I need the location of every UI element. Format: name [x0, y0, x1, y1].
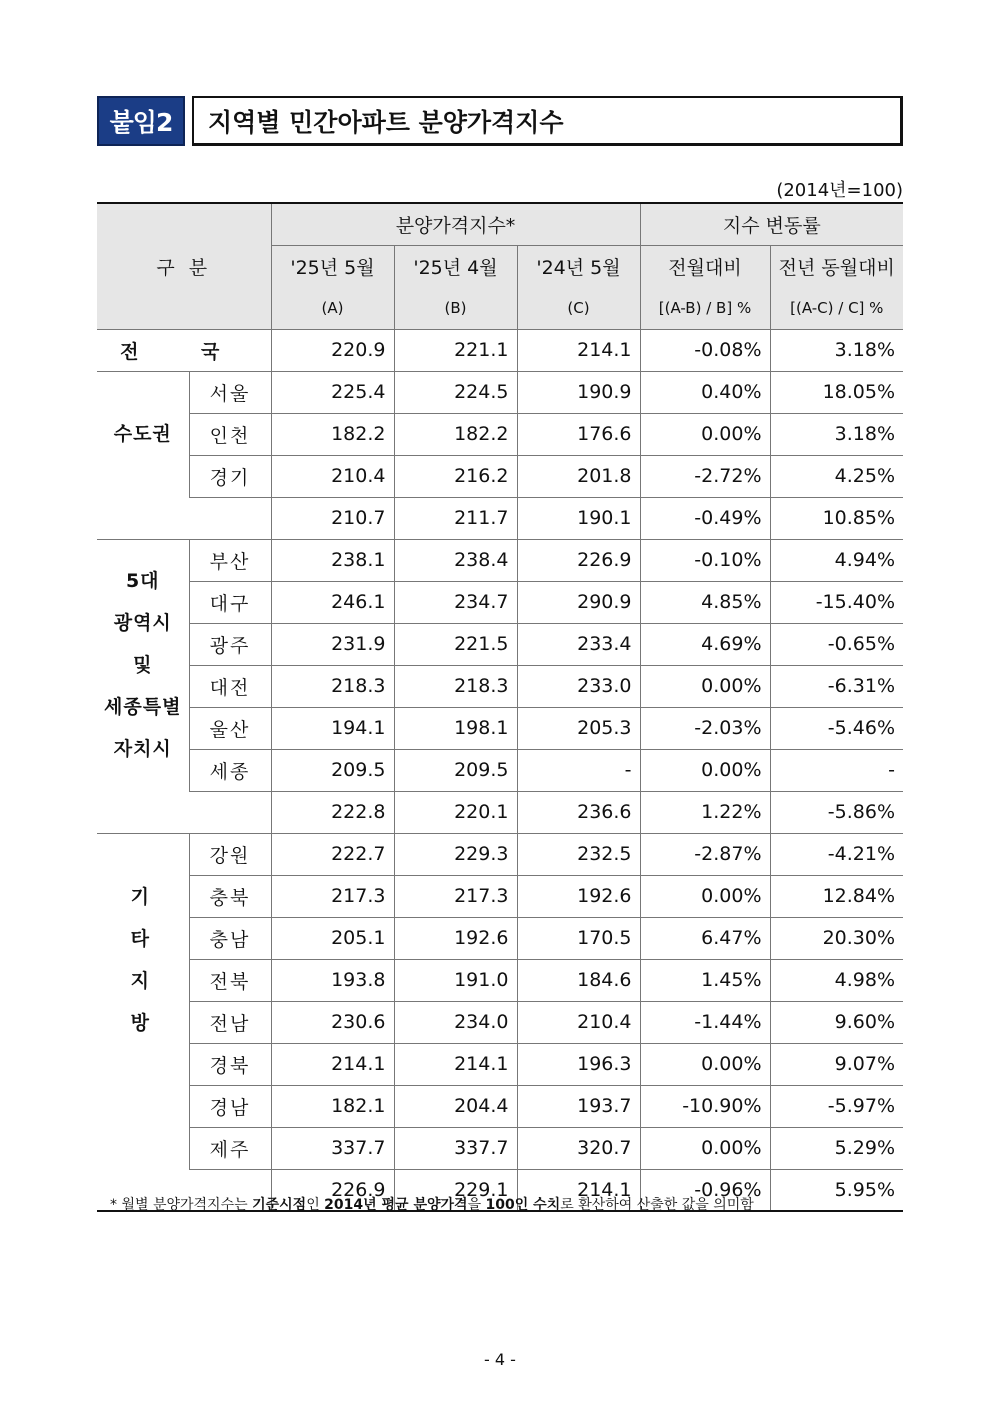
cell-yoy: -0.65%: [770, 623, 903, 665]
col-category-header: 구 분: [97, 203, 271, 329]
col-c-header: '24년 5월: [517, 245, 640, 287]
cell-a: 238.1: [271, 539, 394, 581]
footnote-text: 인: [306, 1197, 325, 1213]
cell-yoy: 10.85%: [770, 497, 903, 539]
group-label-other: [97, 833, 189, 1169]
cell-yoy: -6.31%: [770, 665, 903, 707]
cell-c: 190.9: [517, 371, 640, 413]
group-label-line: 지 방: [130, 969, 177, 1034]
cell-c: 190.1: [517, 497, 640, 539]
table-row: [97, 371, 903, 413]
table-row: [97, 707, 903, 749]
cell-yoy: 5.95%: [770, 1169, 903, 1211]
cell-b: 218.3: [394, 665, 517, 707]
table-row-national: [97, 329, 903, 371]
group-label-line: 기 타: [130, 885, 177, 950]
cell-yoy: 4.94%: [770, 539, 903, 581]
row-label: 세종: [189, 749, 271, 791]
header-row-1: [97, 203, 903, 245]
row-label: 전 국: [97, 329, 271, 371]
footnote-bold: 기준시점: [252, 1197, 307, 1213]
cell-a: 205.1: [271, 917, 394, 959]
cell-b: 234.7: [394, 581, 517, 623]
cell-mom: 0.00%: [640, 1127, 770, 1169]
cell-a: 182.2: [271, 413, 394, 455]
table-row: [97, 1085, 903, 1127]
row-label: 부산: [189, 539, 271, 581]
cell-mom: -0.10%: [640, 539, 770, 581]
table-row: [97, 1001, 903, 1043]
cell-mom: 1.22%: [640, 791, 770, 833]
cell-yoy: 3.18%: [770, 329, 903, 371]
cell-mom: 1.45%: [640, 959, 770, 1001]
cell-b: 214.1: [394, 1043, 517, 1085]
cell-b: 234.0: [394, 1001, 517, 1043]
cell-c: -: [517, 749, 640, 791]
col-b-header: '25년 4월: [394, 245, 517, 287]
cell-a: 218.3: [271, 665, 394, 707]
row-label: 경북: [189, 1043, 271, 1085]
cell-a: 220.9: [271, 329, 394, 371]
cell-a: 217.3: [271, 875, 394, 917]
cell-b: 220.1: [394, 791, 517, 833]
cell-yoy: -15.40%: [770, 581, 903, 623]
group-label-line: 5대: [125, 570, 160, 593]
cell-c: 232.5: [517, 833, 640, 875]
cell-yoy: 20.30%: [770, 917, 903, 959]
row-label: 경남: [189, 1085, 271, 1127]
cell-yoy: -4.21%: [770, 833, 903, 875]
cell-b: 182.2: [394, 413, 517, 455]
index-group-header: 분양가격지수*: [271, 203, 640, 245]
cell-a: 226.9: [271, 1169, 394, 1211]
table-row: [97, 875, 903, 917]
footnote: [110, 1194, 754, 1214]
unit-label: (2014년=100): [776, 180, 903, 201]
cell-a: 222.8: [271, 791, 394, 833]
col-c-sub: (C): [517, 287, 640, 329]
subtotal-label: [97, 497, 271, 539]
cell-mom: -1.44%: [640, 1001, 770, 1043]
cell-b: 224.5: [394, 371, 517, 413]
cell-c: 214.1: [517, 1169, 640, 1211]
cell-b: 229.1: [394, 1169, 517, 1211]
cell-yoy: 9.07%: [770, 1043, 903, 1085]
cell-mom: 0.40%: [640, 371, 770, 413]
cell-mom: 0.00%: [640, 1043, 770, 1085]
cell-a: 193.8: [271, 959, 394, 1001]
cell-b: 216.2: [394, 455, 517, 497]
group-label-metro: [97, 539, 189, 791]
cell-mom: 6.47%: [640, 917, 770, 959]
table-row: [97, 581, 903, 623]
cell-a: 231.9: [271, 623, 394, 665]
cell-c: 192.6: [517, 875, 640, 917]
title-row: [97, 96, 903, 146]
row-label: 대전: [189, 665, 271, 707]
cell-a: 337.7: [271, 1127, 394, 1169]
cell-yoy: -: [770, 749, 903, 791]
table-row: [97, 1043, 903, 1085]
cell-mom: 4.69%: [640, 623, 770, 665]
cell-c: 196.3: [517, 1043, 640, 1085]
row-label: 전북: [189, 959, 271, 1001]
cell-mom: 4.85%: [640, 581, 770, 623]
cell-yoy: -5.86%: [770, 791, 903, 833]
cell-yoy: 5.29%: [770, 1127, 903, 1169]
table-row: [97, 833, 903, 875]
row-label: 대구: [189, 581, 271, 623]
cell-a: 225.4: [271, 371, 394, 413]
table-row: [97, 1127, 903, 1169]
table-row: [97, 749, 903, 791]
cell-yoy: 4.25%: [770, 455, 903, 497]
cell-b: 204.4: [394, 1085, 517, 1127]
col-mom-header: 전월대비: [640, 245, 770, 287]
cell-mom: 0.00%: [640, 875, 770, 917]
cell-yoy: 9.60%: [770, 1001, 903, 1043]
row-label: 충북: [189, 875, 271, 917]
group-label-line: 자치시: [113, 738, 172, 761]
table-row-subtotal: [97, 791, 903, 833]
cell-mom: 0.00%: [640, 665, 770, 707]
cell-b: 221.1: [394, 329, 517, 371]
footnote-text: 을: [467, 1197, 486, 1213]
col-a-header: '25년 5월: [271, 245, 394, 287]
row-label: 제주: [189, 1127, 271, 1169]
footnote-text: 로 환산하여 산출한 값을 의미함: [560, 1197, 754, 1213]
cell-a: 214.1: [271, 1043, 394, 1085]
cell-c: 233.0: [517, 665, 640, 707]
table-row: [97, 623, 903, 665]
table-row: [97, 959, 903, 1001]
cell-mom: -10.90%: [640, 1085, 770, 1127]
table-row: [97, 413, 903, 455]
cell-b: 337.7: [394, 1127, 517, 1169]
cell-b: 209.5: [394, 749, 517, 791]
cell-b: 229.3: [394, 833, 517, 875]
cell-mom: -0.08%: [640, 329, 770, 371]
col-a-sub: (A): [271, 287, 394, 329]
cell-c: 205.3: [517, 707, 640, 749]
cell-c: 210.4: [517, 1001, 640, 1043]
table-row: [97, 917, 903, 959]
cell-yoy: 4.98%: [770, 959, 903, 1001]
cell-mom: -2.87%: [640, 833, 770, 875]
cell-b: 191.0: [394, 959, 517, 1001]
col-b-sub: (B): [394, 287, 517, 329]
cell-b: 217.3: [394, 875, 517, 917]
cell-c: 226.9: [517, 539, 640, 581]
row-label: 광주: [189, 623, 271, 665]
footnote-bold: 2014년 평균 분양가격: [324, 1197, 468, 1213]
row-label: 서울: [189, 371, 271, 413]
group-label-line: 및: [133, 654, 153, 677]
attachment-badge: 붙임2: [97, 96, 185, 146]
row-label: 경기: [189, 455, 271, 497]
table-row: [97, 665, 903, 707]
group-label-line: 광역시: [113, 612, 172, 635]
cell-b: 221.5: [394, 623, 517, 665]
row-label: 강원: [189, 833, 271, 875]
page-number: - 4 -: [484, 1350, 516, 1369]
cell-c: 201.8: [517, 455, 640, 497]
col-yoy-header: 전년 동월대비: [770, 245, 903, 287]
row-label: 인천: [189, 413, 271, 455]
row-label: 전남: [189, 1001, 271, 1043]
cell-mom: -0.49%: [640, 497, 770, 539]
footnote-bold: 100인 수치: [485, 1197, 561, 1213]
cell-b: 192.6: [394, 917, 517, 959]
cell-a: 209.5: [271, 749, 394, 791]
row-label: 울산: [189, 707, 271, 749]
change-group-header: 지수 변동률: [640, 203, 903, 245]
cell-yoy: 12.84%: [770, 875, 903, 917]
col-yoy-sub: [(A-C) / C] %: [770, 287, 903, 329]
cell-a: 222.7: [271, 833, 394, 875]
cell-a: 246.1: [271, 581, 394, 623]
cell-mom: 0.00%: [640, 749, 770, 791]
cell-a: 182.1: [271, 1085, 394, 1127]
cell-c: 176.6: [517, 413, 640, 455]
cell-b: 198.1: [394, 707, 517, 749]
cell-mom: -2.03%: [640, 707, 770, 749]
table-row-subtotal: [97, 497, 903, 539]
cell-c: 184.6: [517, 959, 640, 1001]
cell-mom: 0.00%: [640, 413, 770, 455]
cell-mom: -0.96%: [640, 1169, 770, 1211]
cell-a: 210.7: [271, 497, 394, 539]
cell-yoy: -5.46%: [770, 707, 903, 749]
row-label: 충남: [189, 917, 271, 959]
footnote-text: * 월별 분양가격지수는: [110, 1197, 253, 1213]
cell-yoy: 3.18%: [770, 413, 903, 455]
col-mom-sub: [(A-B) / B] %: [640, 287, 770, 329]
cell-yoy: -5.97%: [770, 1085, 903, 1127]
page-title: 지역별 민간아파트 분양가격지수: [192, 96, 903, 146]
cell-yoy: 18.05%: [770, 371, 903, 413]
cell-a: 210.4: [271, 455, 394, 497]
price-index-table: [97, 202, 903, 1212]
cell-c: 233.4: [517, 623, 640, 665]
cell-c: 290.9: [517, 581, 640, 623]
subtotal-label: [97, 791, 271, 833]
table-row: [97, 455, 903, 497]
group-label-capital: 수도권: [97, 371, 189, 497]
cell-c: 214.1: [517, 329, 640, 371]
cell-a: 230.6: [271, 1001, 394, 1043]
cell-a: 194.1: [271, 707, 394, 749]
cell-c: 170.5: [517, 917, 640, 959]
cell-c: 236.6: [517, 791, 640, 833]
cell-c: 320.7: [517, 1127, 640, 1169]
table-row: [97, 539, 903, 581]
cell-b: 211.7: [394, 497, 517, 539]
cell-mom: -2.72%: [640, 455, 770, 497]
cell-b: 238.4: [394, 539, 517, 581]
cell-c: 193.7: [517, 1085, 640, 1127]
group-label-line: 세종특별: [104, 696, 182, 719]
